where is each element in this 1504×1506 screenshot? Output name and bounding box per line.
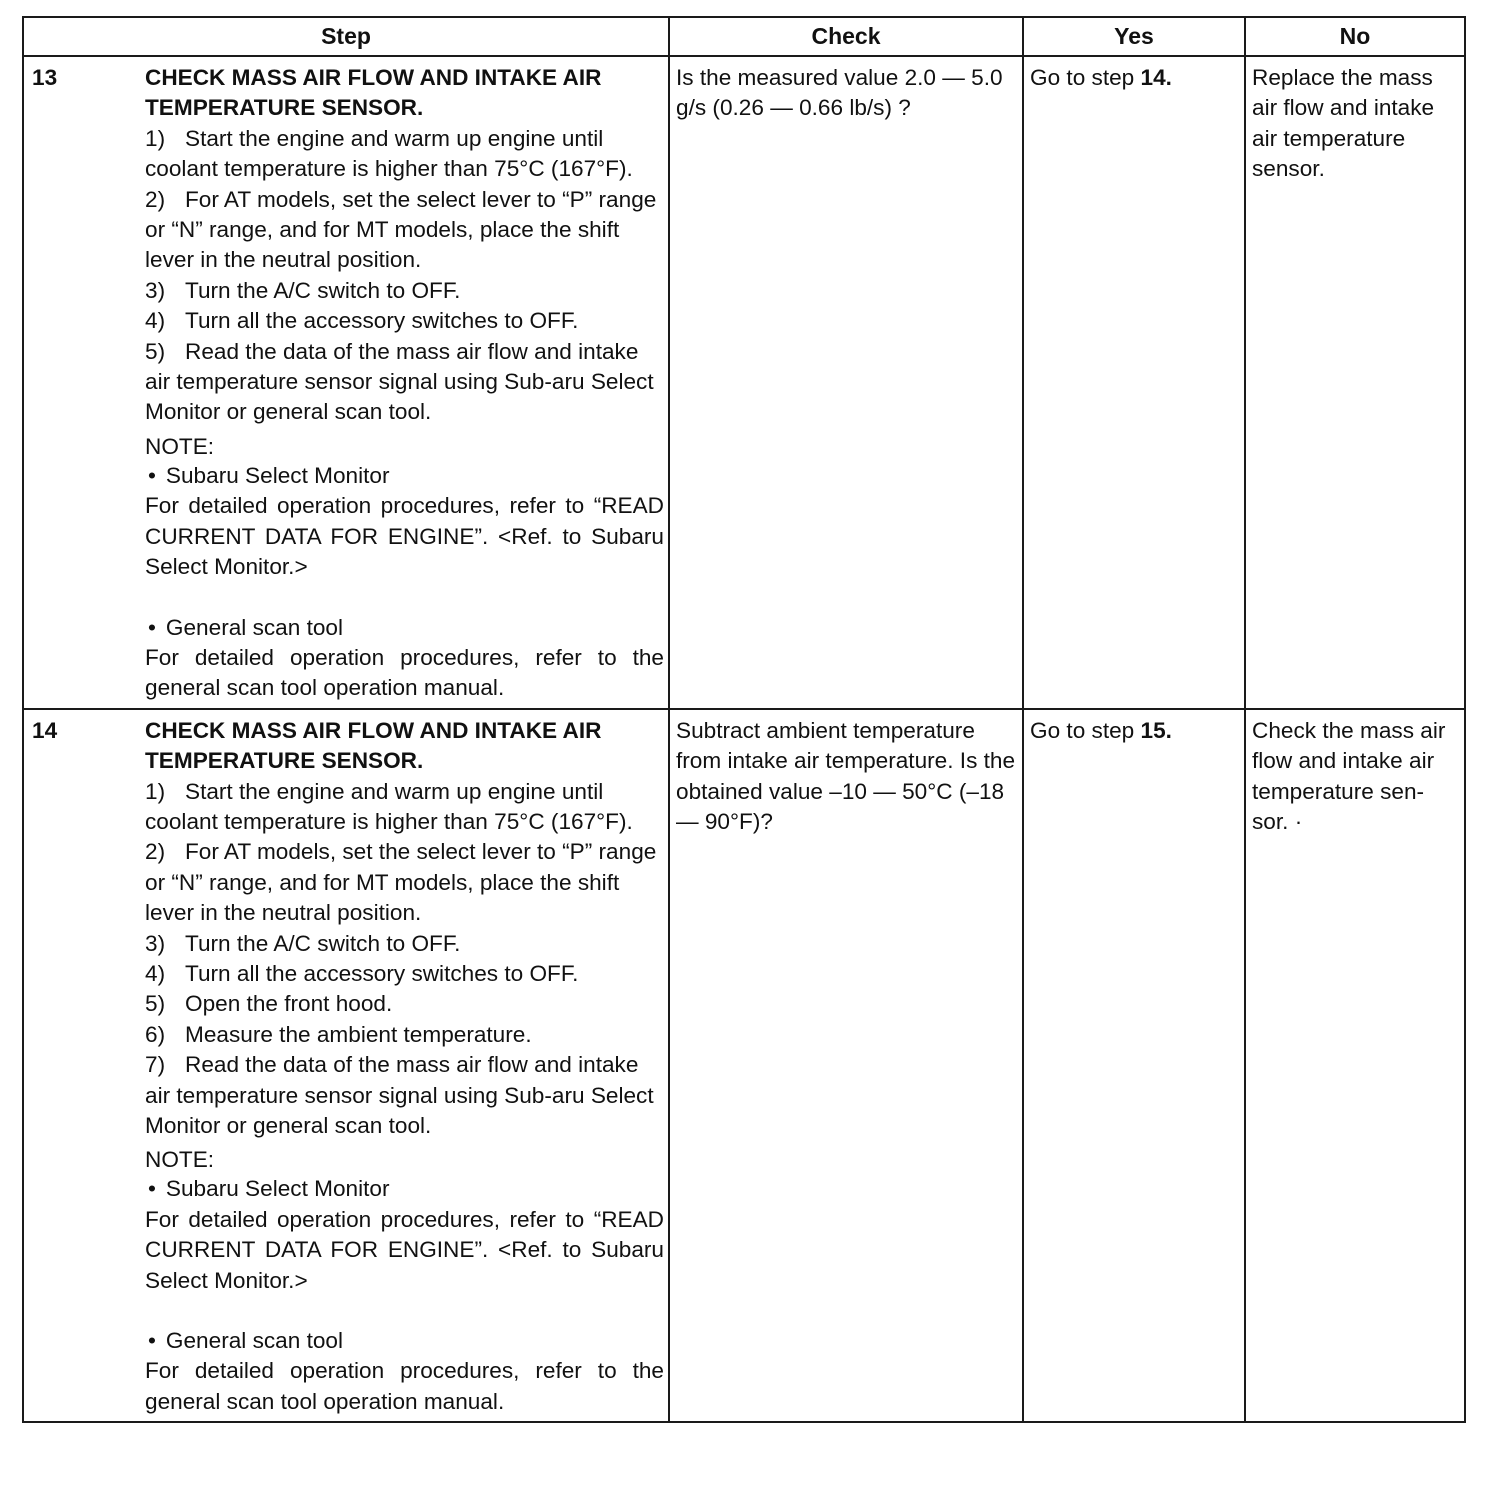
procedure-item: 5) Read the data of the mass air flow and intake air temperature sensor signal using Sub-aru Select Monitor or general scan tool. [145,338,654,425]
procedure-item: 6) Measure the ambient temperature. [145,1021,532,1047]
note-bullet: • Subaru Select Monitor [145,1174,664,1204]
header-row [23,17,1465,56]
procedure-item: 2) For AT models, set the select lever to “P” range or “N” range, and for MT models, place the shift lever in the neutral position. [145,186,657,273]
step-title: CHECK MASS AIR FLOW AND INTAKE AIR TEMPERATURE SENSOR. [145,717,602,774]
step-number: 13 [23,56,145,709]
procedure-item: 7) Read the data of the mass air flow and intake air temperature sensor signal using Sub-aru Select Monitor or general scan tool. [145,1052,654,1138]
no-cell: Check the mass air flow and intake air temperature sen-sor. · [1245,709,1465,1423]
table-row [23,709,1465,1423]
header-step: Step [23,17,669,56]
step-description [145,709,669,1423]
next-step-ref: 15. [1140,717,1172,743]
procedure-item: 1) Start the engine and warm up engine until coolant temperature is higher than 75°C (167°F). [145,778,633,834]
note-label: NOTE: [145,433,215,459]
note-bullet: • Subaru Select Monitor [145,461,664,491]
procedure-list [145,124,664,428]
procedure-item: 1) Start the engine and warm up engine until coolant temperature is higher than 75°C (167°F). [145,125,633,182]
check-cell: Subtract ambient temperature from intake air temperature. Is the obtained value –10 — 50°C (–18 — 90°F)? [669,709,1023,1423]
check-cell: Is the measured value 2.0 — 5.0 g/s (0.26 — 0.66 lb/s) ? [669,56,1023,709]
header-no: No [1245,17,1465,56]
procedure-item: 3) Turn the A/C switch to OFF. [145,277,461,303]
header-check: Check [669,17,1023,56]
yes-cell: Go to step 14. [1023,56,1245,709]
note-bullet: • General scan tool [145,613,664,643]
table-row [23,56,1465,709]
next-step-ref: 14. [1140,65,1172,90]
procedure-item: 4) Turn all the accessory switches to OFF. [145,308,579,334]
diagnostic-table [22,16,1466,1423]
yes-cell: Go to step 15. [1023,709,1245,1423]
note-text: For detailed operation procedures, refer to “READ CURRENT DATA FOR ENGINE”. <Ref. to Subaru Select Monitor.> [145,1206,664,1293]
header-yes: Yes [1023,17,1245,56]
note-bullet: • General scan tool [145,1326,664,1356]
step-number: 14 [23,709,145,1423]
note-text: For detailed operation procedures, refer to “READ CURRENT DATA FOR ENGINE”. <Ref. to Subaru Select Monitor.> [145,493,664,580]
procedure-item: 4) Turn all the accessory switches to OFF. [145,960,579,986]
procedure-item: 2) For AT models, set the select lever to “P” range or “N” range, and for MT models, place the shift lever in the neutral position. [145,839,657,926]
note-text: For detailed operation procedures, refer to the general scan tool operation manual. [145,1358,664,1414]
step-description [145,56,669,709]
procedure-item: 5) Open the front hood. [145,991,393,1017]
step-title: CHECK MASS AIR FLOW AND INTAKE AIR TEMPERATURE SENSOR. [145,65,602,121]
procedure-list [145,777,664,1142]
note-label: NOTE: [145,1147,215,1173]
no-cell: Replace the mass air flow and intake air temperature sensor. [1245,56,1465,709]
procedure-item: 3) Turn the A/C switch to OFF. [145,930,461,956]
note-text: For detailed operation procedures, refer to the general scan tool operation manual. [145,644,664,701]
